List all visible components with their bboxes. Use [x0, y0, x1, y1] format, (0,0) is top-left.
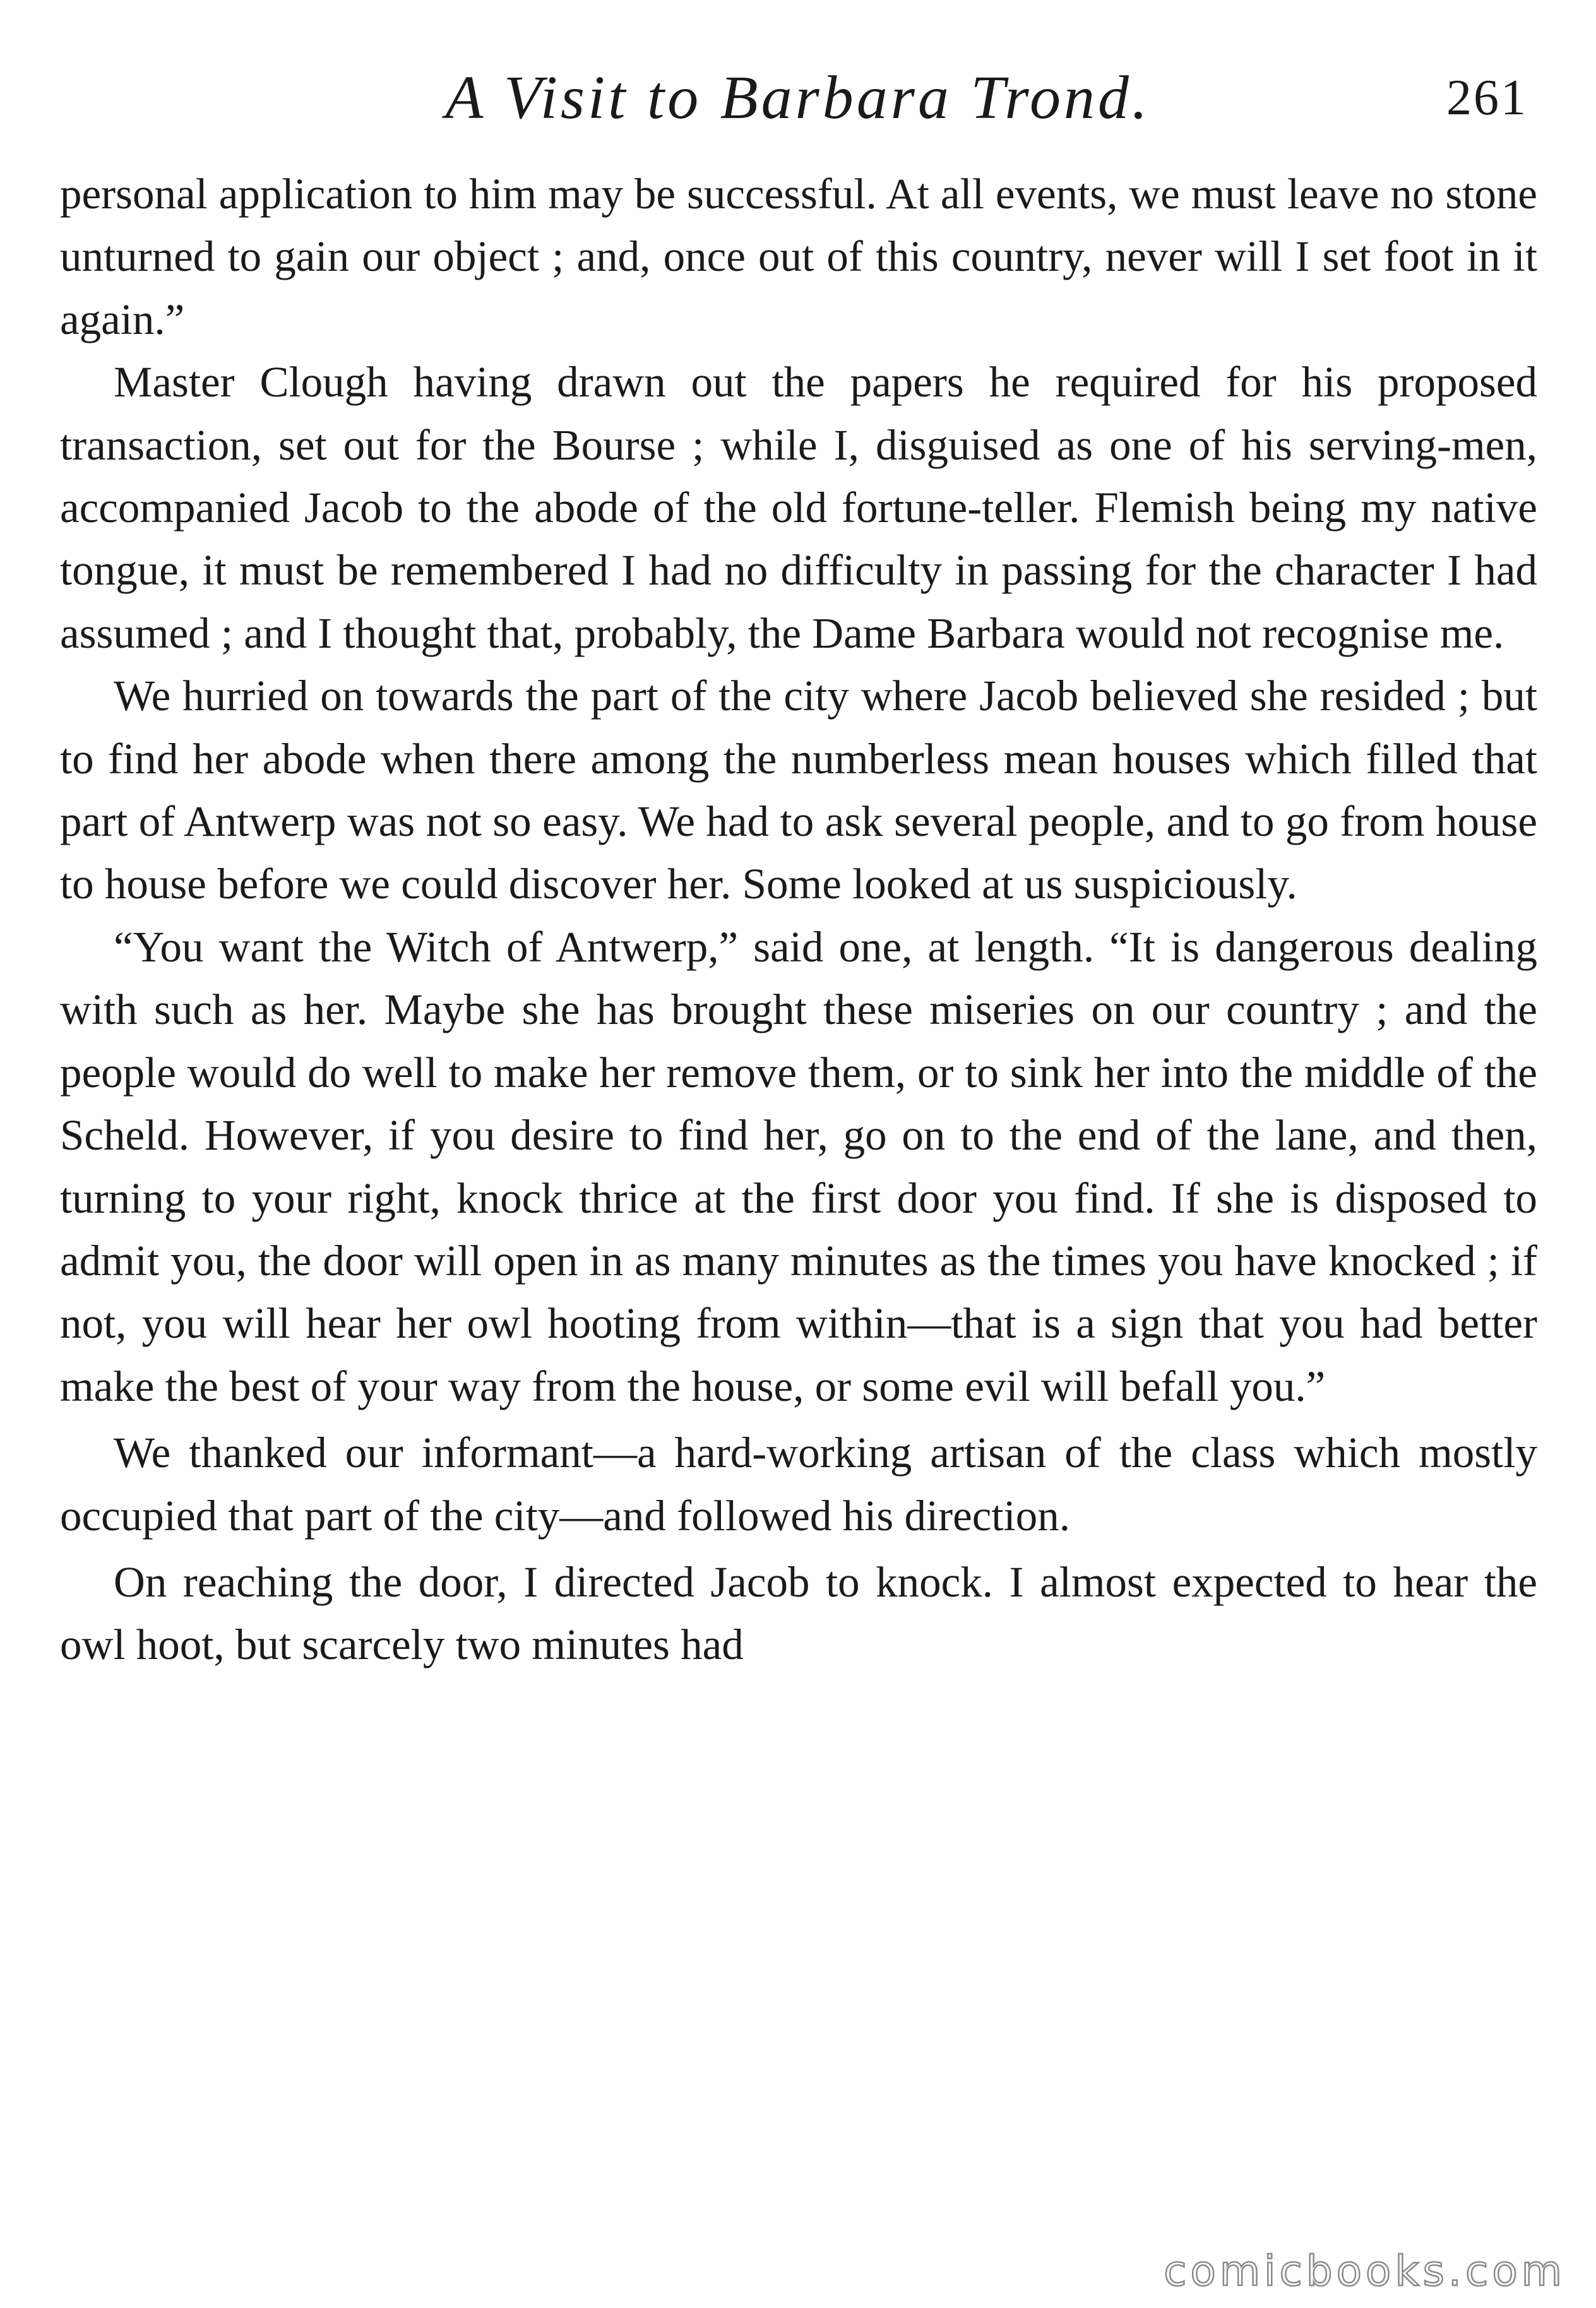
paragraph-3: We hurried on towards the part of the city where Jacob believed she resided ; but to find her abode when there among the numberless mean houses which filled that part of Antwerp was not so easy. We had to ask several people, and to go from house to house before we could discover her. Some looked at us suspiciously. [60, 672, 1537, 908]
paragraph-2: Master Clough having drawn out the papers he required for his proposed transaction, set out for the Bourse ; while I, disguised as one of his serving-men, accompanied Jacob to the abode of the old fortune-teller. Flemish being my native tongue, it must be remembered I had no difficulty in passing for the character I had assumed ; and I thought that, probably, the Dame Barbara would not recognise me. [60, 358, 1537, 657]
body-text [60, 163, 1537, 1677]
page-number: 261 [1446, 70, 1528, 126]
paragraph-1: personal application to him may be successful. At all events, we must leave no stone unturned to gain our object ; and, once out of this country, never will I set foot in it again.” [60, 170, 1537, 343]
watermark: comicbooks.com [1164, 2247, 1566, 2295]
paragraph-4: “You want the Witch of Antwerp,” said one, at length. “It is dangerous dealing with such as her. Maybe she has brought these miseries on our country ; and the people would do well to make her remove them, or to sink her into the middle of the Scheld. However, if you desire to find her, go on to the end of the lane, and then, turning to your right, knock thrice at the first door you find. If she is disposed to admit you, the door will open in as many minutes as the times you have knocked ; if not, you will hear her owl hooting from within—that is a sign that you had better make the best of your way from the house, or some evil will befall you.” [60, 922, 1537, 1410]
running-head [0, 60, 1596, 136]
paragraph-6: On reaching the door, I directed Jacob to knock. I almost expected to hear the owl hoot, but scarcely two minutes had [60, 1557, 1537, 1669]
paragraph-5: We thanked our informant—a hard-working artisan of the class which mostly occupied that part of the city—and followed his direction. [60, 1429, 1537, 1540]
running-title: A Visit to Barbara Trond. [445, 64, 1151, 132]
